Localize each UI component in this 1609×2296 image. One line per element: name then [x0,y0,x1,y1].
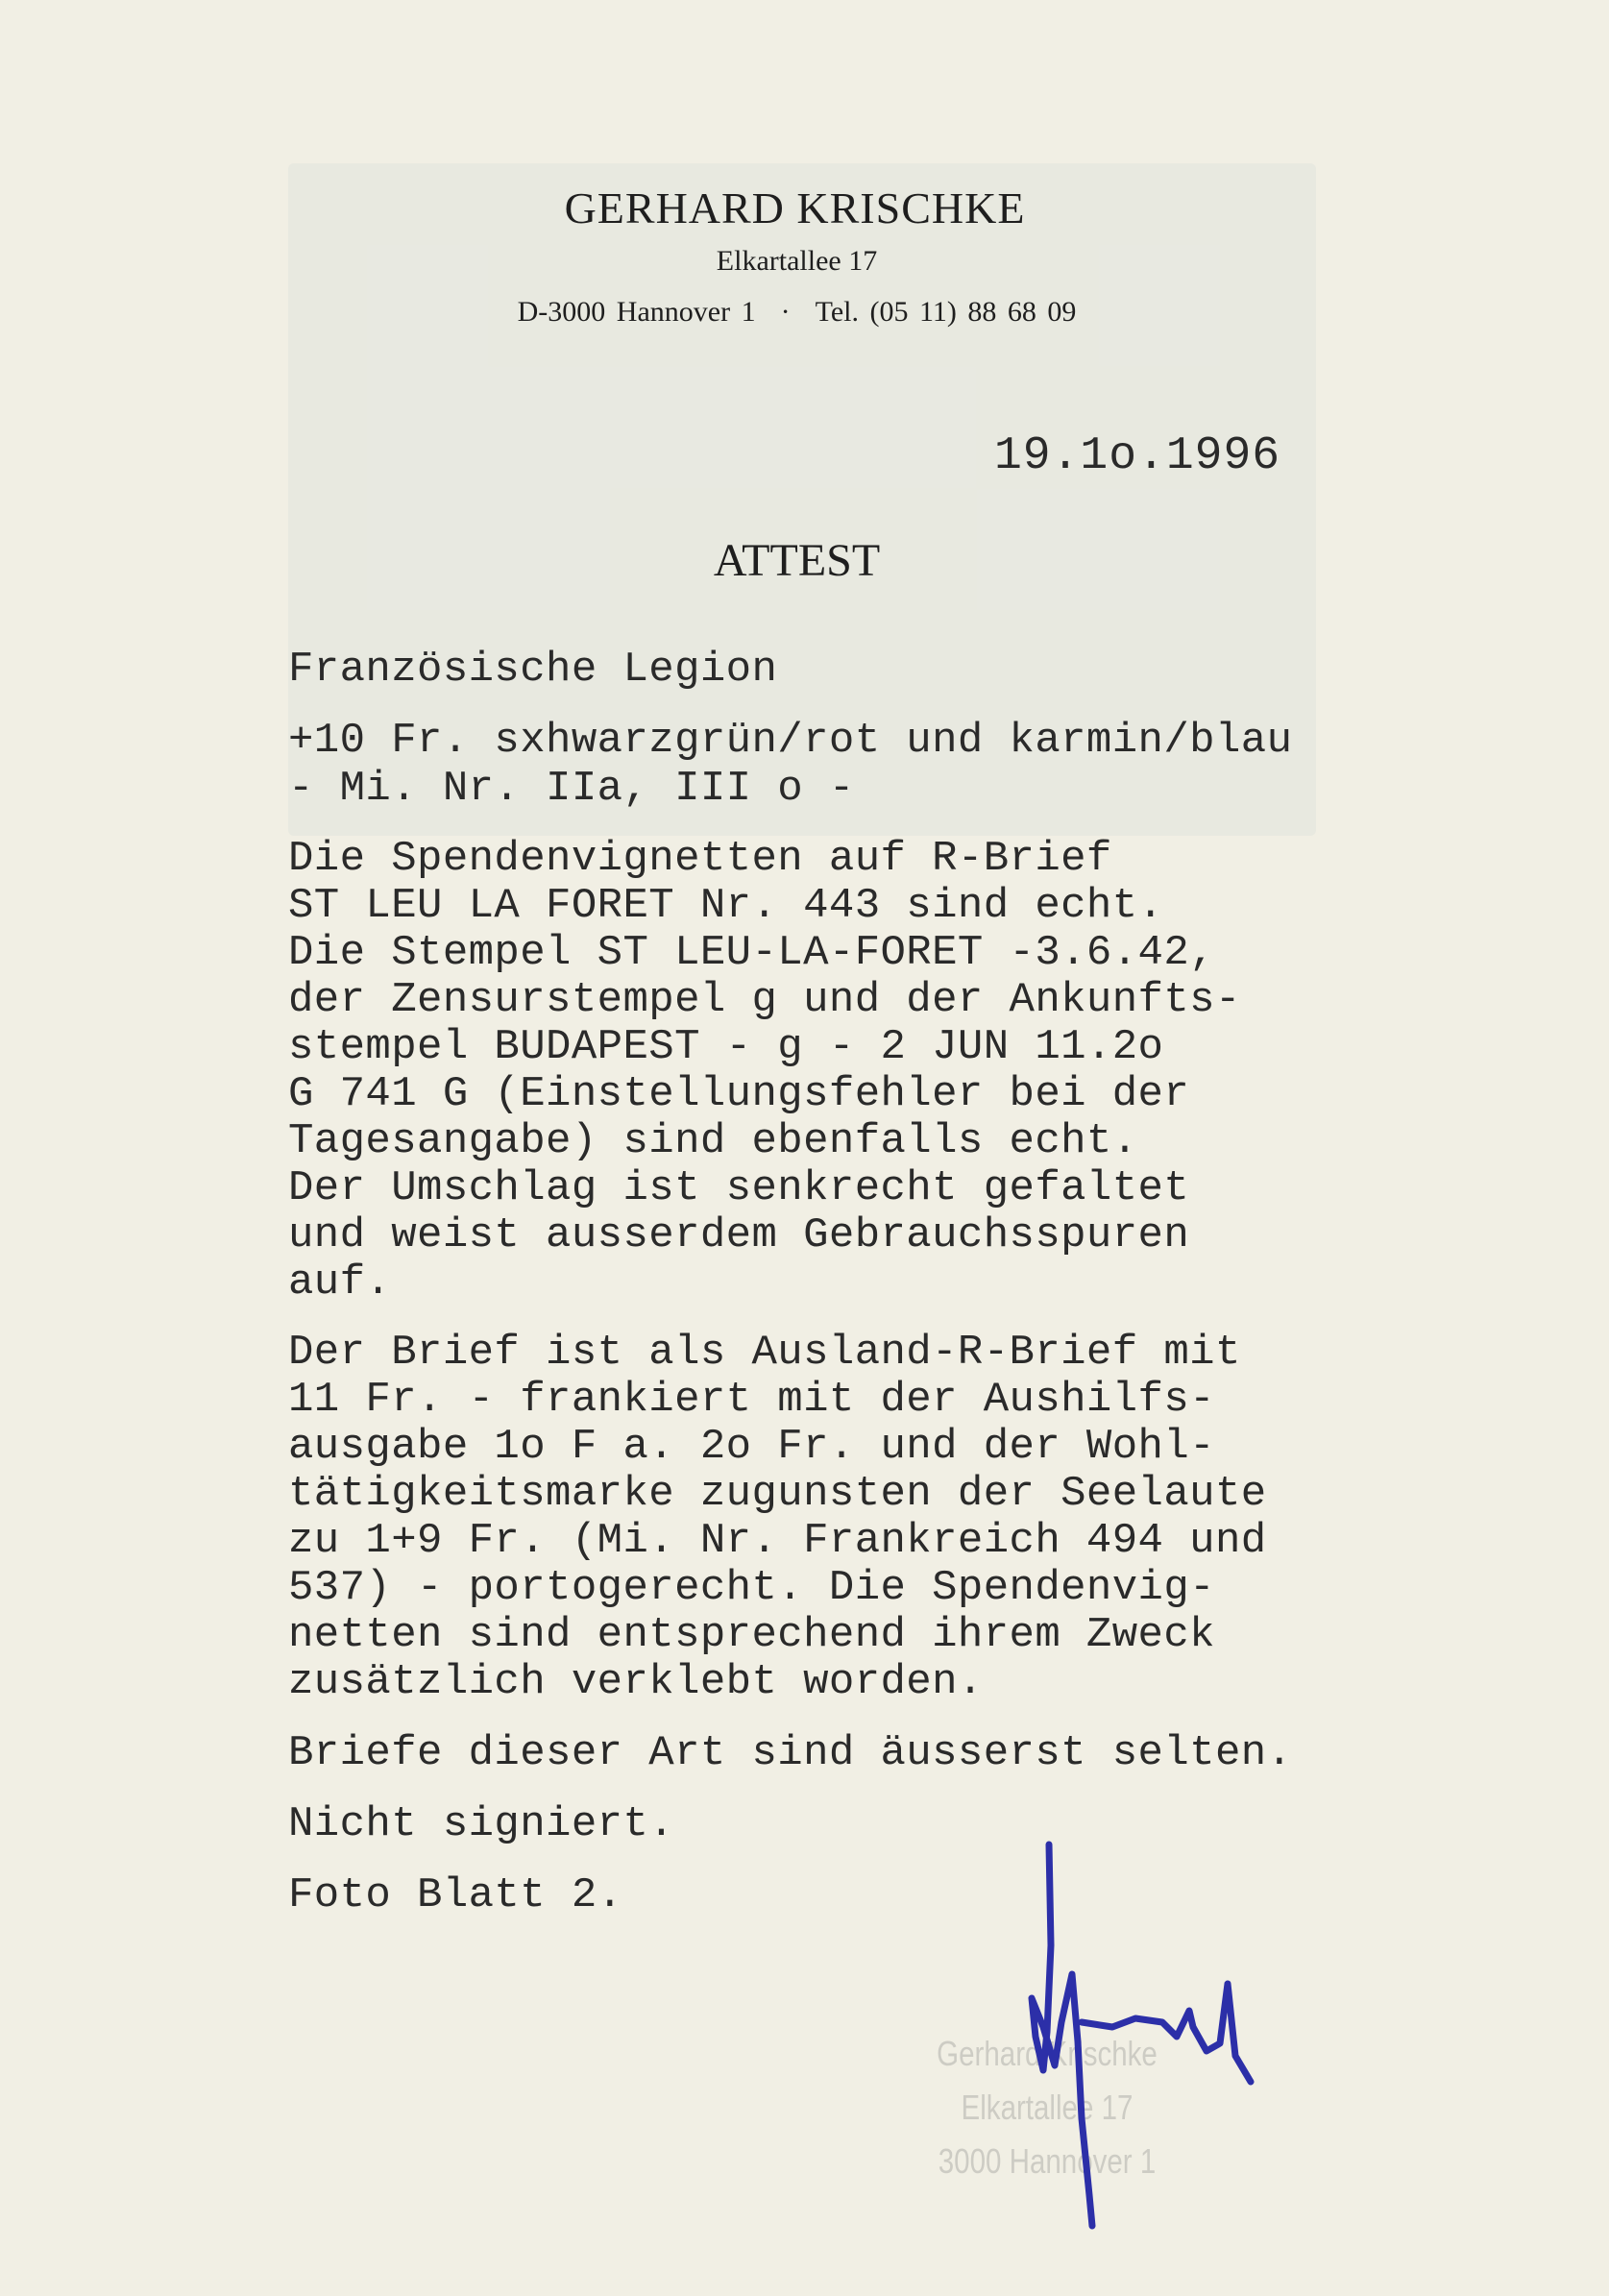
paragraph-item: +10 Fr. sxhwarzgrün/rot und karmin/blau - Mi. Nr. IIa, III o - [288,717,1293,813]
stamp-line-street: Elkartallee 17 [961,2088,1134,2127]
letterhead-phone: Tel. (05 11) 88 68 09 [815,296,1077,328]
letterhead-city: D-3000 Hannover 1 [517,296,756,328]
paragraph-rarity: Briefe dieser Art sind äusserst selten. [288,1729,1293,1777]
letterhead-city-line [0,296,1601,329]
paragraph-subject: Französische Legion [288,646,778,694]
attest-body [288,646,1537,1942]
document-date: 19.1o.1996 [994,430,1281,482]
paragraph-authenticity: Die Spendenvignetten auf R-Brief ST LEU LA FORET Nr. 443 sind echt. Die Stempel ST LEU-LA-FORET -3.6.42, der Zensurstempel g und der Ankunfts- stempel BUDAPEST - g - 2 JUN 11.2o G 741 G (Einstellungsfehler bei der Tagesangabe) sind ebenfalls echt. Der Umschlag ist senkrecht gefaltet und weist ausserdem Gebrauchsspuren auf. [288,835,1241,1307]
signature-tail [1082,1984,1251,2082]
paragraph-signed: Nicht signiert. [288,1800,675,1848]
letterhead-name: GERHARD KRISCHKE [564,183,1026,232]
signature-stroke [1032,1844,1092,2226]
document-title: ATTEST [713,535,881,586]
paragraph-photo: Foto Blatt 2. [288,1871,623,1919]
letterhead-street: Elkartallee 17 [716,245,878,277]
stamp-line-city: 3000 Hannover 1 [938,2141,1157,2181]
handwritten-signature [1018,1830,1268,2234]
letterhead-separator: · [780,296,791,328]
stamp-line-name: Gerhard Krischke [937,2034,1158,2073]
paragraph-franking: Der Brief ist als Ausland-R-Brief mit 11 Fr. - frankiert mit der Aushilfs- ausgabe 1o F a. 2o Fr. und der Wohl- tätigkeitsmarke zugunsten der Seelaute zu 1+9 Fr. (Mi. Nr. Frankreich 494 und 537) - portogerecht. Die Spendenvig- netten sind entsprechend ihrem Zweck zusätzlich verklebt worden. [288,1329,1267,1706]
